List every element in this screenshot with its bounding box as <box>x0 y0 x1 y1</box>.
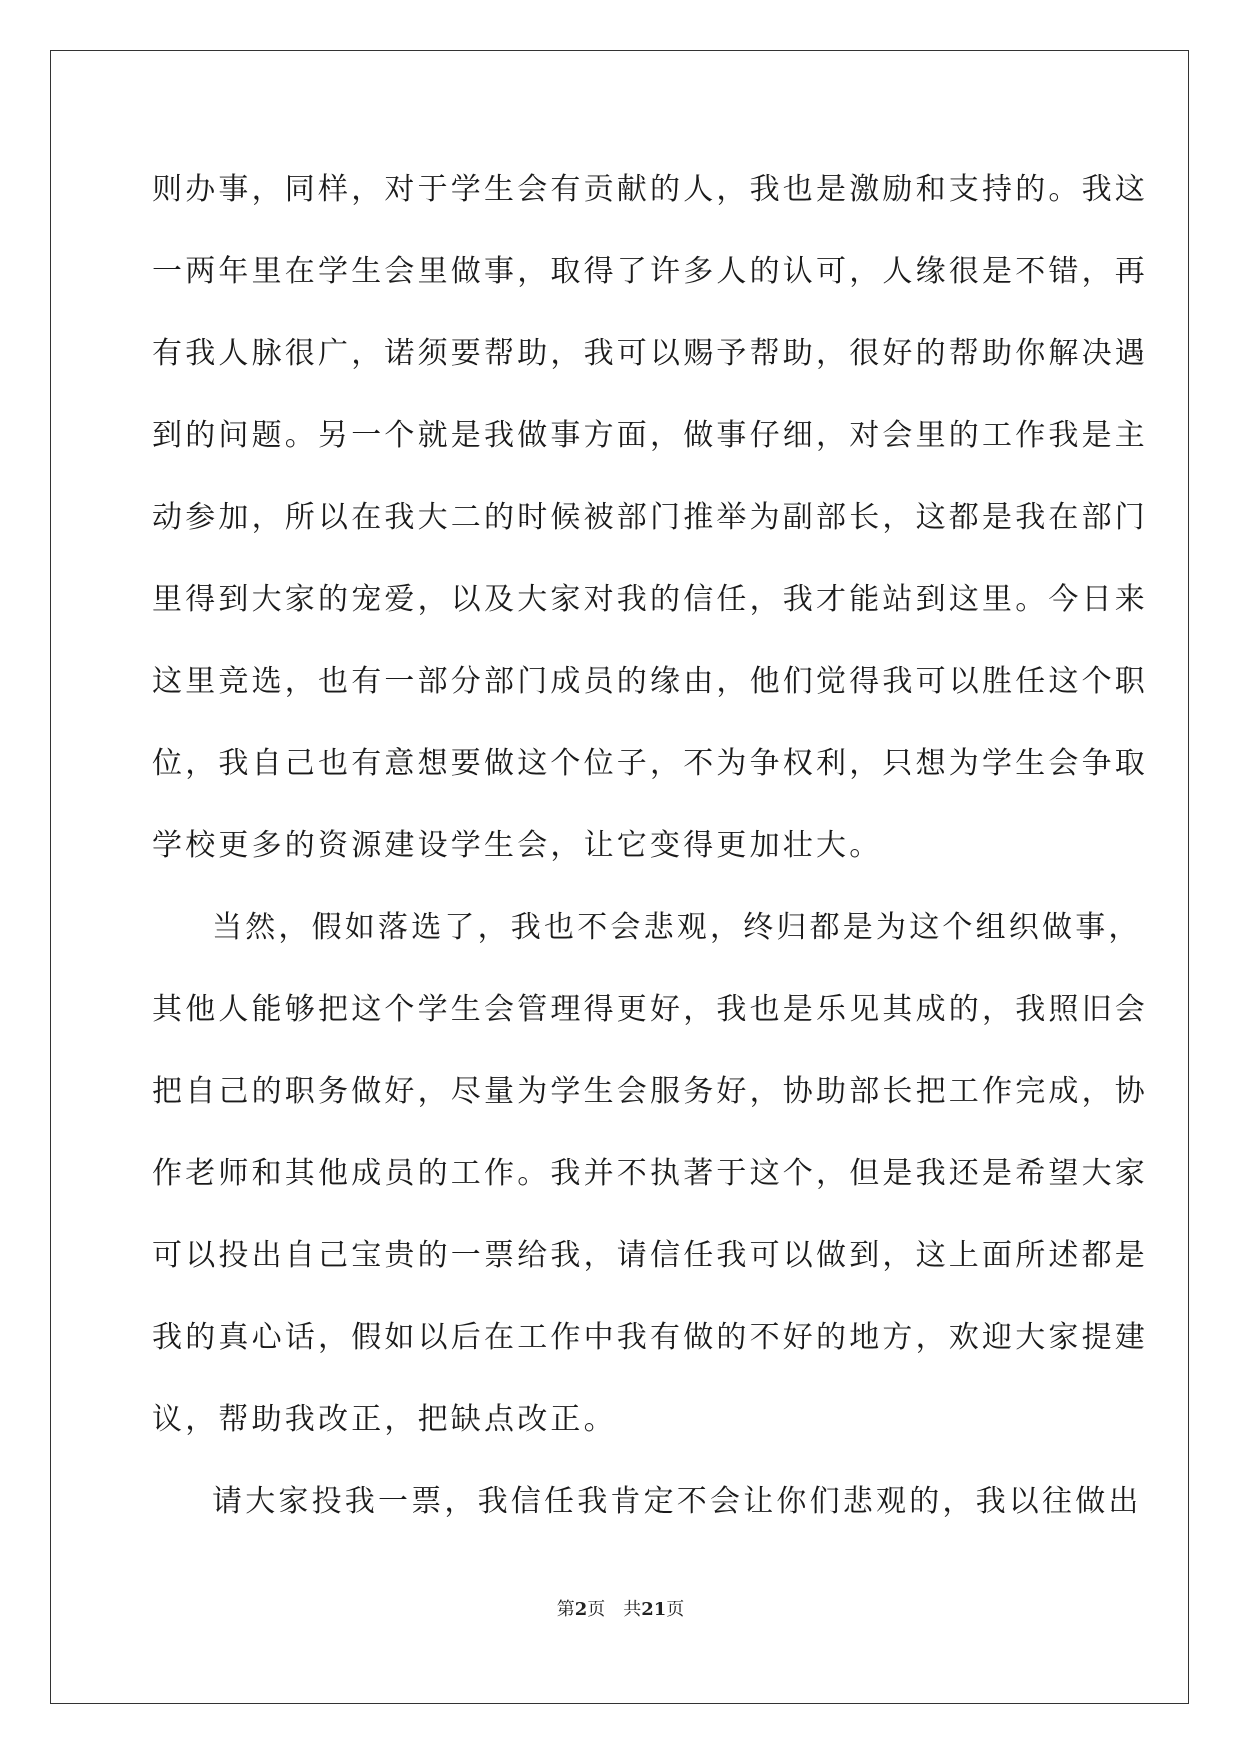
page-footer <box>0 1595 1241 1621</box>
text-line-indented: 当然，假如落选了，我也不会悲观，终归都是为这个组织做事， <box>212 910 1142 945</box>
text-line: 议，帮助我改正，把缺点改正。 <box>152 1402 617 1437</box>
text-line: 里得到大家的宠爱，以及大家对我的信任，我才能站到这里。今日来 <box>152 582 1148 617</box>
text-line: 作老师和其他成员的工作。我并不执著于这个，但是我还是希望大家 <box>152 1156 1148 1191</box>
text-line: 一两年里在学生会里做事，取得了许多人的认可，人缘很是不错，再 <box>152 254 1148 289</box>
footer-prefix: 第 <box>556 1599 575 1620</box>
text-line: 把自己的职务做好，尽量为学生会服务好，协助部长把工作完成，协 <box>152 1074 1148 1109</box>
text-line: 则办事，同样，对于学生会有贡献的人，我也是激励和支持的。我这 <box>152 172 1148 207</box>
text-line: 可以投出自己宝贵的一票给我，请信任我可以做到，这上面所述都是 <box>152 1238 1148 1273</box>
text-line: 这里竞选，也有一部分部门成员的缘由，他们觉得我可以胜任这个职 <box>152 664 1148 699</box>
document-body <box>152 160 1148 1554</box>
text-line: 有我人脉很广，诺须要帮助，我可以赐予帮助，很好的帮助你解决遇 <box>152 336 1148 371</box>
text-line-indented: 请大家投我一票，我信任我肯定不会让你们悲观的，我以往做出 <box>212 1484 1142 1519</box>
footer-mid: 页 共 <box>587 1599 642 1620</box>
text-line: 学校更多的资源建设学生会，让它变得更加壮大。 <box>152 828 883 863</box>
page-number: 2 <box>574 1599 588 1620</box>
text-line: 我的真心话，假如以后在工作中我有做的不好的地方，欢迎大家提建 <box>152 1320 1148 1355</box>
total-pages: 21 <box>641 1599 667 1620</box>
text-line: 到的问题。另一个就是我做事方面，做事仔细，对会里的工作我是主 <box>152 418 1148 453</box>
text-line: 位，我自己也有意想要做这个位子，不为争权利，只想为学生会争取 <box>152 746 1148 781</box>
text-line: 动参加，所以在我大二的时候被部门推举为副部长，这都是我在部门 <box>152 500 1148 535</box>
footer-suffix: 页 <box>666 1599 685 1620</box>
text-line: 其他人能够把这个学生会管理得更好，我也是乐见其成的，我照旧会 <box>152 992 1148 1027</box>
